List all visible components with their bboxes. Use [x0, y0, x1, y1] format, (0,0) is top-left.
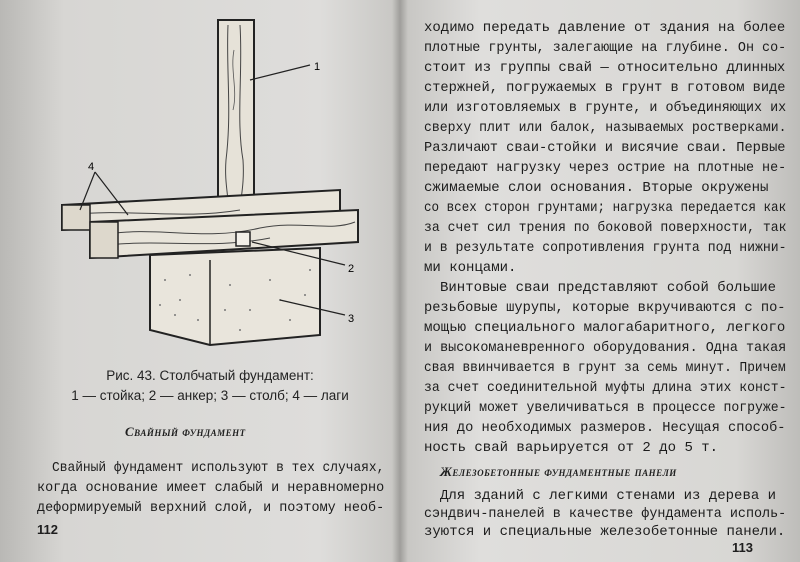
section-heading-concrete-panels: Железобетонные фундаментные панели: [440, 464, 677, 479]
body-line: ходимо передать давление от здания на более: [424, 20, 786, 36]
callout-2: 2: [348, 263, 355, 275]
body-line: или изготовляемых в грунте, и объединяющих их: [424, 100, 787, 116]
page-number-right: 113: [732, 540, 753, 555]
body-line: ми концами.: [424, 260, 517, 276]
foundation-drawing: [40, 10, 380, 360]
callout-1: 1: [314, 61, 321, 73]
body-line: сжимаемые слои основания. Вторые окружены: [424, 180, 769, 196]
body-line: передают нагрузку через острие на плотные не-: [424, 160, 787, 176]
body-line: зуются и специальные железобетонные панели.: [424, 524, 786, 540]
left-page: [0, 0, 398, 562]
callout-3: 3: [348, 313, 355, 325]
column-foundation-figure: [40, 10, 380, 360]
page-number-left: 112: [37, 522, 58, 537]
body-line: деформируемый верхний слой, и поэтому необ-: [37, 500, 385, 516]
right-page: [402, 0, 800, 562]
body-line: свая ввинчивается в грунт за семь минут. Причем: [424, 360, 786, 376]
section-heading-pile-foundation: Свайный фундамент: [125, 424, 246, 439]
body-line: и в результате сопротивления грунта под нижни-: [424, 240, 787, 256]
body-line: стержней, погружаемых в грунт в готовом виде: [424, 80, 786, 96]
body-line: стоит из группы свай — относительно длинных: [424, 60, 786, 76]
body-line: Винтовые сваи представляют собой большие: [440, 280, 777, 296]
body-line: резьбовые шурупы, которые вкручиваются с по-: [424, 300, 786, 316]
body-line: ния до необходимых размеров. Несущая способ-: [424, 420, 786, 436]
body-line: рукций может увеличиваться в процессе погруже-: [424, 400, 787, 416]
body-line: сверху плит или балок, называемых ростверками.: [424, 120, 787, 136]
body-line: Для зданий с легкими стенами из дерева и: [440, 488, 777, 504]
callout-4: 4: [88, 161, 95, 173]
body-line: ность свай варьируется от 2 до 5 т.: [424, 440, 719, 456]
body-line: за счет соединительной муфты длина этих конст-: [424, 380, 787, 396]
body-line: мощью специального малогабаритного, легкого: [424, 320, 786, 336]
body-line: и высокоманевренного оборудования. Одна такая: [424, 340, 787, 356]
body-line: Различают сваи-стойки и висячие сваи. Первые: [424, 140, 786, 156]
body-line: Свайный фундамент используют в тех случаях,: [52, 460, 385, 476]
body-line: за счет сил трения по боковой поверхности, так: [424, 220, 787, 236]
body-line: когда основание имеет слабый и неравномерно: [37, 480, 385, 496]
body-line: со всех сторон грунтами; нагрузка передается как: [424, 200, 787, 216]
body-line: сэндвич-панелей в качестве фундамента исполь-: [424, 506, 787, 522]
figure-caption-title: Рис. 43. Столбчатый фундамент:: [106, 368, 314, 383]
body-line: плотные грунты, залегающие на глубине. Он со-: [424, 40, 787, 56]
figure-caption-legend: 1 — стойка; 2 — анкер; 3 — столб; 4 — лаги: [71, 388, 349, 403]
